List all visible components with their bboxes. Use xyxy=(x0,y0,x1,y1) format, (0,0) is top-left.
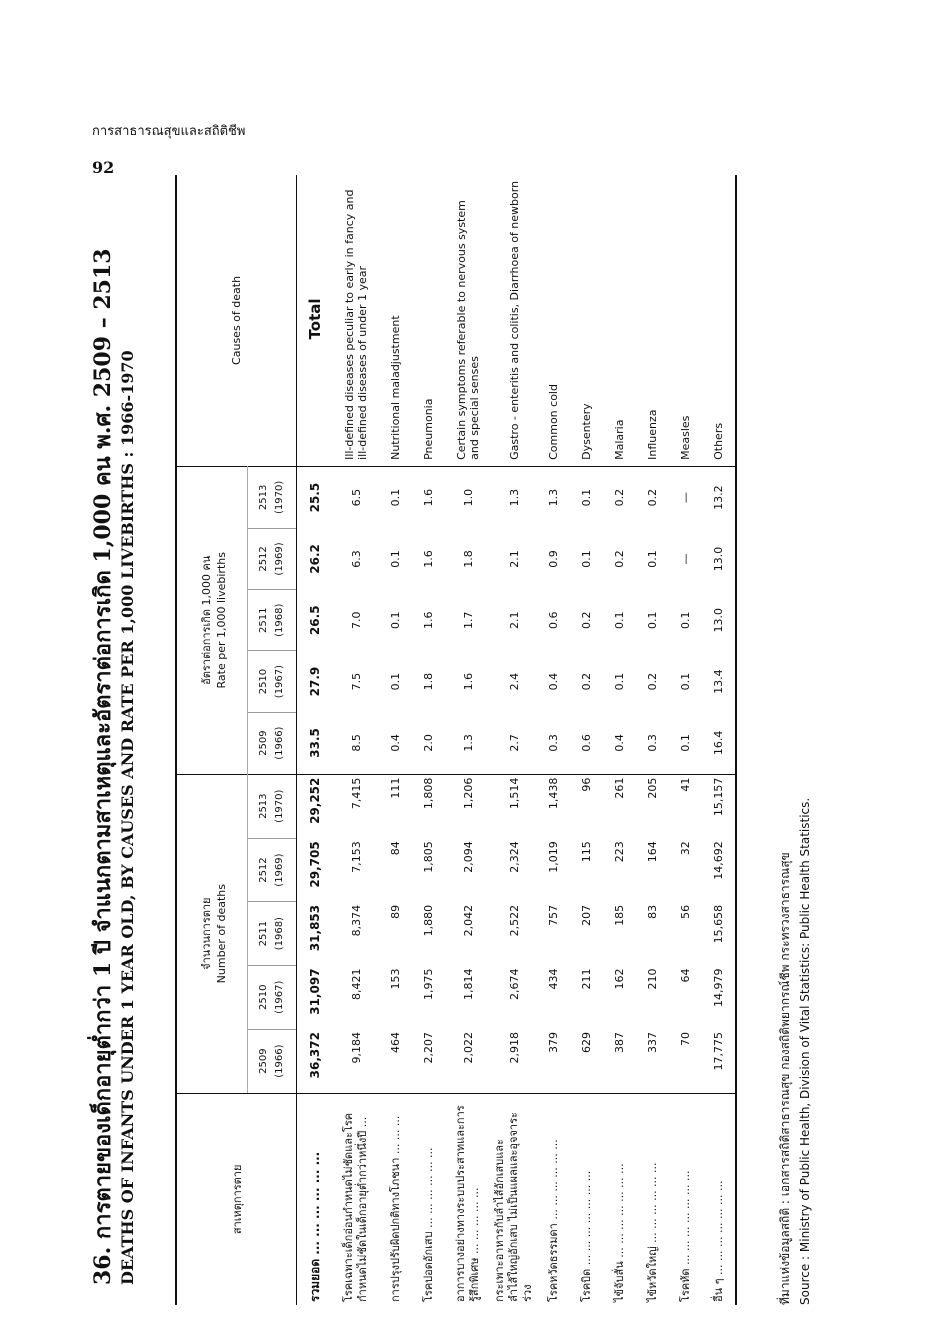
rate-cell: 1.6 xyxy=(422,611,435,629)
deaths-cell: 379 xyxy=(547,1032,560,1054)
running-head: การสาธารณสุขและสถิติชีพ xyxy=(92,124,246,139)
rate-cell: 2.7 xyxy=(507,734,521,752)
rate-cell: 0.1 xyxy=(613,611,626,629)
rate-cell: 2.0 xyxy=(422,734,435,752)
rate-cell: 8.5 xyxy=(349,734,363,752)
cause-thai-cell: การปรุงปรับผิดปกติทางโภชนา ... ... ... xyxy=(379,1093,412,1305)
rate-cell: 16.4 xyxy=(712,730,725,756)
deaths-cell: 84 xyxy=(389,841,402,856)
rate-cell: 0.1 xyxy=(379,466,412,528)
year-be: 2511 xyxy=(258,607,269,633)
cause-en-cell: Malaria xyxy=(613,419,626,460)
header-rate xyxy=(176,466,248,774)
deaths-cell: 2,094 xyxy=(461,841,475,873)
cause-en-cell: Total xyxy=(305,298,324,340)
rate-cell: 1.6 xyxy=(461,672,475,691)
deaths-cell: 8,421 xyxy=(349,968,363,1000)
year-ce: (1967) xyxy=(274,664,285,699)
rate-cell: 1.6 xyxy=(422,550,435,568)
rate-cell: 0.1 xyxy=(646,611,659,629)
rate-year-header xyxy=(248,712,297,774)
deaths-cell: 223 xyxy=(613,841,626,863)
rate-cell: 0.3 xyxy=(646,734,659,752)
deaths-cell: 205 xyxy=(636,774,669,838)
cause-en-cell: Others xyxy=(712,422,725,460)
table-row xyxy=(570,175,603,1305)
source-english: Source : Ministry of Public Health, Division of Vital Statistics: Public Health Statistics. xyxy=(798,797,812,1305)
table-row xyxy=(379,175,412,1305)
deaths-cell: 1,814 xyxy=(461,968,475,1000)
year-ce: (1970) xyxy=(274,789,285,823)
rate-cell: 6.3 xyxy=(349,550,363,568)
rate-cell: — xyxy=(679,553,692,565)
deaths-cell: 15,658 xyxy=(712,904,725,944)
deaths-cell: 115 xyxy=(580,841,593,863)
rate-cell: 13.4 xyxy=(712,669,725,694)
year-ce: (1967) xyxy=(274,980,285,1014)
deaths-year-header xyxy=(248,1029,297,1093)
header-rate-thai: อัตราต่อการเกิด 1,000 คน xyxy=(199,555,213,685)
deaths-cell: 153 xyxy=(389,968,402,990)
table-title-thai: 36. การตายของเด็กอายุต่ำกว่า 1 ปี จำแนกตามสาเหตุและอัตราต่อการเกิด 1,000 คน พ.ศ. 2509 – 2513 xyxy=(90,248,116,1285)
cause-thai-cell: โรคหัด ... ... ... ... ... ... ... xyxy=(669,1093,702,1305)
year-be: 2513 xyxy=(258,793,269,819)
rate-cell: 26.2 xyxy=(308,544,322,574)
cause-en-cell: Influenza xyxy=(646,409,659,460)
deaths-cell: 387 xyxy=(613,1032,626,1054)
deaths-cell: 2,918 xyxy=(507,1032,521,1064)
year-be: 2510 xyxy=(258,984,269,1010)
deaths-cell: 15,157 xyxy=(702,774,735,838)
rate-cell: 1.8 xyxy=(422,672,435,691)
rate-cell: 1.7 xyxy=(461,611,475,629)
deaths-cell: 2,324 xyxy=(507,841,521,873)
deaths-cell: 96 xyxy=(570,774,603,838)
year-be: 2512 xyxy=(258,857,269,883)
rate-cell: 6.5 xyxy=(333,466,379,528)
source-footnote xyxy=(775,798,815,1305)
year-be: 2512 xyxy=(258,546,269,572)
cause-thai-cell: โรคบิด ... ... ... ... ... ... ... xyxy=(570,1093,603,1305)
deaths-cell: 29,252 xyxy=(297,774,334,838)
cause-en-cell: Dysentery xyxy=(580,403,593,460)
deaths-cell: 434 xyxy=(547,968,560,990)
rate-cell: 0.2 xyxy=(580,672,593,691)
table-row xyxy=(702,175,735,1305)
rate-cell: 0.1 xyxy=(389,550,402,568)
year-ce: (1968) xyxy=(274,603,285,637)
rate-cell: 1.8 xyxy=(461,550,475,568)
deaths-cell: 1,808 xyxy=(412,774,445,838)
deaths-cell: 2,207 xyxy=(422,1032,435,1064)
deaths-cell: 185 xyxy=(613,904,626,926)
year-be: 2510 xyxy=(258,668,269,695)
cause-thai-cell: ไข้จับสั่น ... ... ... ... ... ... ... xyxy=(603,1093,636,1305)
deaths-cell: 14,692 xyxy=(712,841,725,880)
deaths-year-header xyxy=(248,902,297,966)
cause-thai-cell: โรคเฉพาะเด็กอ่อนกำหนดไม่ชัดและโรคกำหนดไม่ชัดในเด็กอายุต่ำกว่าหนึ่งปี ... xyxy=(333,1093,379,1305)
rate-year-header xyxy=(248,651,297,712)
rate-cell: 26.5 xyxy=(308,605,322,636)
rate-cell: 13.2 xyxy=(702,466,735,528)
rate-cell: 0.2 xyxy=(646,672,659,691)
deaths-cell: 464 xyxy=(389,1032,402,1054)
deaths-cell: 83 xyxy=(646,904,659,919)
cause-en-cell: Ill-defined diseases peculiar to early in fancy and ill-defined diseases of under 1 year xyxy=(343,189,369,460)
cause-en-cell: Nutritional maladjustment xyxy=(389,315,402,460)
table-row xyxy=(445,175,491,1305)
page-number: 92 xyxy=(92,158,115,177)
rate-cell: 0.4 xyxy=(389,734,402,752)
table-row xyxy=(636,175,669,1305)
source-thai: ที่มาแห่งข้อมูลสถิติ : เอกสารสถิติสาธารณสุข กองสถิติพยากรณ์ชีพ กระทรวงสาธารณสุข xyxy=(778,852,792,1305)
cause-thai-cell: โรคหวัดธรรมดา ... ... ... ... ... ... xyxy=(537,1093,570,1305)
cause-en-cell: Common cold xyxy=(547,384,560,460)
deaths-cell: 1,975 xyxy=(422,968,435,1000)
rate-cell: 0.1 xyxy=(389,611,402,629)
year-ce: (1969) xyxy=(274,853,285,887)
rate-cell: 0.1 xyxy=(646,550,659,568)
rate-cell: 25.5 xyxy=(297,466,334,528)
table-row xyxy=(537,175,570,1305)
year-be: 2509 xyxy=(258,730,269,756)
rate-cell: 0.3 xyxy=(547,734,560,752)
rate-cell: 1.0 xyxy=(445,466,491,528)
deaths-cell: 2,674 xyxy=(507,968,521,1000)
rate-year-header xyxy=(248,590,297,651)
rate-cell: 0.1 xyxy=(389,672,402,691)
deaths-cell: 14,979 xyxy=(712,968,725,1007)
cause-en-cell: Measles xyxy=(679,415,692,460)
header-deaths-en: Number of deaths xyxy=(214,884,228,984)
deaths-cell: 36,372 xyxy=(308,1032,322,1079)
bottom-rule xyxy=(735,175,736,1305)
rate-cell: 1.3 xyxy=(461,734,475,752)
rate-cell: 13.0 xyxy=(712,546,725,572)
deaths-cell: 1,514 xyxy=(491,774,537,838)
deaths-cell: 1,206 xyxy=(445,774,491,838)
deaths-cell: 337 xyxy=(646,1032,659,1054)
rate-cell: 0.1 xyxy=(679,672,692,691)
cause-thai-cell: รวมยอด ... ... ... ... ... ... xyxy=(297,1093,334,1305)
rate-cell: 0.2 xyxy=(580,611,593,629)
rate-cell: 7.5 xyxy=(349,672,363,691)
deaths-cell: 2,042 xyxy=(461,904,475,937)
table-row xyxy=(491,175,537,1305)
deaths-cell: 1,805 xyxy=(422,841,435,873)
cause-en-cell: Pneumonia xyxy=(422,398,435,460)
cause-en-cell: Gastro - enteritis and colitis, Diarrhoea of newborn xyxy=(507,180,521,460)
deaths-year-header xyxy=(248,838,297,902)
deaths-cell: 210 xyxy=(646,968,659,990)
cause-en-cell: Certain symptoms referable to nervous system and special senses xyxy=(455,200,481,460)
deaths-cell: 29,705 xyxy=(308,841,322,888)
rate-cell: 0.1 xyxy=(613,672,626,691)
rate-cell: 0.1 xyxy=(580,550,593,568)
deaths-cell: 41 xyxy=(669,774,702,838)
rate-year-header xyxy=(248,466,297,528)
table-row xyxy=(412,175,445,1305)
deaths-cell: 32 xyxy=(679,841,692,856)
deaths-cell: 31,853 xyxy=(308,904,322,952)
rate-cell: 13.0 xyxy=(712,608,725,633)
deaths-cell: 7,153 xyxy=(349,841,363,873)
year-ce: (1966) xyxy=(274,1044,285,1078)
rate-cell: 0.2 xyxy=(636,466,669,528)
rate-cell: 0.4 xyxy=(547,672,560,691)
rate-year-header xyxy=(248,528,297,589)
header-cause-en: Causes of death xyxy=(176,175,297,466)
rate-cell: 0.6 xyxy=(547,611,560,629)
header-deaths-thai: จำนวนการตาย xyxy=(199,897,213,970)
header-cause-thai: สาเหตุการตาย xyxy=(176,1093,297,1305)
cause-thai-cell: กระเพาะอาหารกับลำไส้อักเสบและลำไส้ใหญ่อักเสบ ไม่เป็นแผลและอุจจาระร่วง xyxy=(491,1093,537,1305)
deaths-cell: 164 xyxy=(646,841,659,863)
rate-cell: 7.0 xyxy=(349,611,363,629)
cause-thai-cell: อาการบางอย่างทางระบบประสาทและการรู้สึกพิเศษ ... ... ... ... ... xyxy=(445,1093,491,1305)
rate-cell: — xyxy=(669,466,702,528)
rate-cell: 0.2 xyxy=(603,466,636,528)
deaths-cell: 111 xyxy=(379,774,412,838)
year-be: 2511 xyxy=(258,920,269,947)
deaths-cell: 1,438 xyxy=(537,774,570,838)
deaths-cell: 211 xyxy=(580,968,593,990)
total-row xyxy=(297,175,334,1305)
deaths-cell: 629 xyxy=(580,1032,593,1054)
deaths-cell: 8,374 xyxy=(349,904,363,937)
deaths-cell: 64 xyxy=(679,968,692,983)
rate-cell: 2.1 xyxy=(507,611,521,629)
rate-cell: 2.4 xyxy=(507,672,521,691)
deaths-year-header xyxy=(248,965,297,1029)
deaths-cell: 207 xyxy=(580,904,593,926)
deaths-cell: 7,415 xyxy=(333,774,379,838)
deaths-cell: 56 xyxy=(679,904,692,919)
table-title-english: DEATHS OF INFANTS UNDER 1 YEAR OLD, BY CAUSES AND RATE PER 1,000 LIVEBIRTHS : 1966-1970 xyxy=(118,350,137,1285)
deaths-cell: 31,097 xyxy=(308,968,322,1015)
cause-thai-cell: อื่น ๆ ... ... ... ... ... ... ... xyxy=(702,1093,735,1305)
deaths-cell: 261 xyxy=(603,774,636,838)
rate-cell: 1.3 xyxy=(491,466,537,528)
table-title-block xyxy=(85,185,137,1285)
rate-cell: 0.1 xyxy=(679,611,692,629)
rate-cell: 2.1 xyxy=(507,550,521,568)
year-ce: (1966) xyxy=(274,726,285,760)
deaths-year-header xyxy=(248,774,297,838)
year-be: 2509 xyxy=(258,1048,269,1074)
deaths-cell: 89 xyxy=(389,904,402,919)
deaths-cell: 2,522 xyxy=(507,904,521,937)
year-ce: (1969) xyxy=(274,542,285,576)
rate-cell: 1.6 xyxy=(412,466,445,528)
year-be: 2513 xyxy=(258,484,269,511)
rate-cell: 0.6 xyxy=(580,734,593,752)
rate-cell: 27.9 xyxy=(308,666,322,697)
deaths-cell: 1,019 xyxy=(547,841,560,873)
deaths-cell: 70 xyxy=(679,1032,692,1047)
year-ce: (1968) xyxy=(274,917,285,951)
deaths-cell: 757 xyxy=(547,904,560,926)
rate-cell: 33.5 xyxy=(308,728,322,758)
deaths-cell: 1,880 xyxy=(422,904,435,937)
rate-cell: 0.2 xyxy=(613,550,626,568)
rotated-table-page xyxy=(85,175,845,1305)
table-row xyxy=(669,175,702,1305)
table-body xyxy=(297,175,737,1305)
rate-cell: 0.9 xyxy=(547,550,560,568)
year-ce: (1970) xyxy=(274,480,285,514)
rate-cell: 0.1 xyxy=(570,466,603,528)
rate-cell: 0.4 xyxy=(613,734,626,752)
deaths-cell: 162 xyxy=(613,968,626,990)
table-row xyxy=(333,175,379,1305)
cause-thai-cell: โรคปอดอักเสบ ... ... ... ... ... ... xyxy=(412,1093,445,1305)
deaths-cell: 17,775 xyxy=(712,1032,725,1071)
deaths-cell: 2,022 xyxy=(461,1032,475,1064)
deaths-cell: 9,184 xyxy=(349,1032,363,1064)
header-rate-en: Rate per 1,000 livebirths xyxy=(214,552,228,689)
cause-thai-cell: ไข้หวัดใหญ่ ... ... ... ... ... ... xyxy=(636,1093,669,1305)
table-row xyxy=(603,175,636,1305)
rate-cell: 0.1 xyxy=(679,734,692,752)
rate-cell: 1.3 xyxy=(537,466,570,528)
header-deaths xyxy=(176,774,248,1093)
bottom-rule-cell xyxy=(735,175,736,1305)
infant-deaths-table xyxy=(175,175,737,1305)
